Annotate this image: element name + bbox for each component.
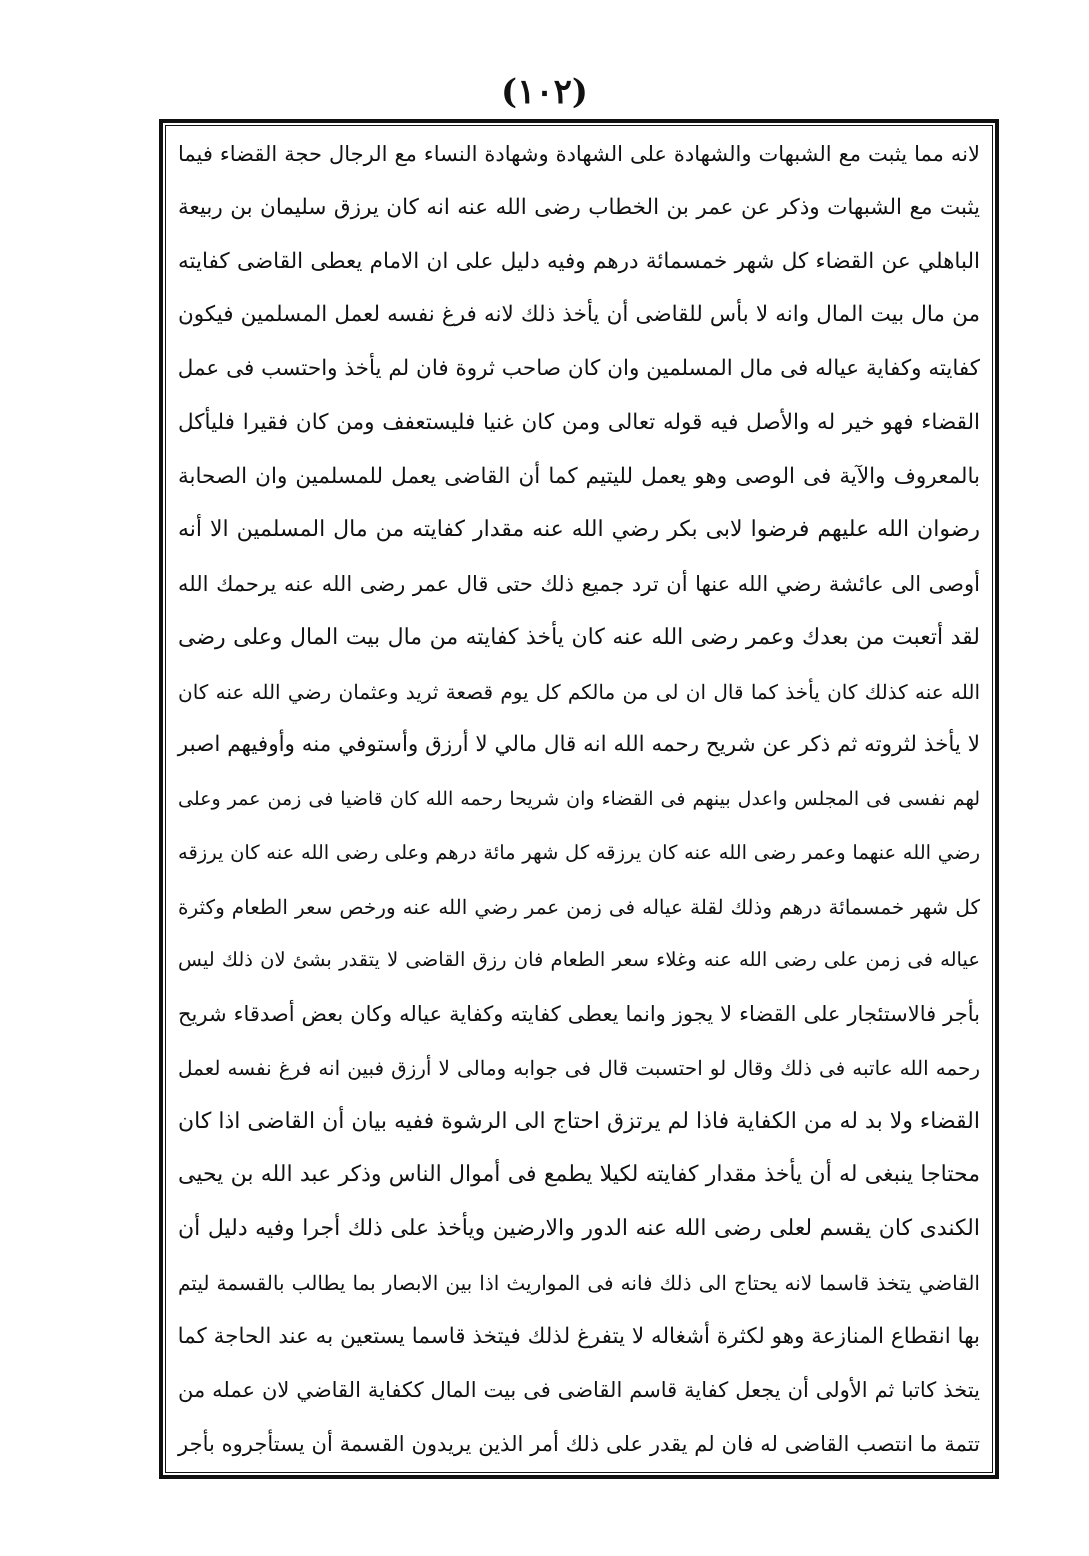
text-line: القضاء ولا بد له من الكفاية فاذا لم يرتزق احتاج الى الرشوة ففيه بيان أن القاضى اذا كان <box>178 1108 980 1134</box>
text-line: عياله فى زمن على رضى الله عنه وغلاء سعر الطعام فان رزق القاضى لا يتقدر بشئ لان ذلك ليس <box>178 948 980 972</box>
text-line: لانه مما يثبت مع الشبهات والشهادة على الشهادة وشهادة النساء مع الرجال حجة القضاء فيما <box>178 142 980 166</box>
text-line: تتمة ما انتصب القاضى له فان لم يقدر على ذلك أمر الذين يريدون القسمة أن يستأجروه بأجر <box>178 1432 980 1456</box>
text-line: الله عنه كذلك كان يأخذ كما قال ان لى من مالكم كل يوم قصعة ثريد وعثمان رضي الله عنه كان <box>178 679 980 704</box>
text-line: القضاء فهو خير له والأصل فيه قوله تعالى ومن كان غنيا فليستعفف ومن كان فقيرا فليأكل <box>178 409 980 435</box>
text-line: محتاجا ينبغى له أن يأخذ مقدار كفايته لكيلا يطمع فى أموال الناس وذكر عبد الله بن يحيى <box>178 1162 980 1188</box>
text-line: لا يأخذ لثروته ثم ذكر عن شريح رحمه الله انه قال مالي لا أرزق وأستوفي منه وأوفيهم اصبر <box>177 732 980 758</box>
text-line: بها انقطاع المنازعة وهو لكثرة أشغاله لا يتفرغ لذلك فيتخذ قاسما يستعين به عند الحاجة كما <box>177 1323 980 1349</box>
text-line: كل شهر خمسمائة درهم وذلك لقلة عياله فى زمن عمر رضي الله عنه ورخص سعر الطعام وكثرة <box>178 894 980 919</box>
text-line: رضوان الله عليهم فرضوا لابى بكر رضي الله عنه مقدار كفايته من مال المسلمين الا أنه <box>178 517 980 543</box>
text-line: أوصى الى عائشة رضي الله عنها أن ترد جميع ذلك حتى قال عمر رضى الله عنه يرحمك الله <box>178 572 980 596</box>
page-number: (١٠٢) <box>501 72 588 112</box>
text-line: لهم نفسى فى المجلس واعدل بينهم فى القضاء وان شريحا رحمه الله كان قاضيا فى زمن عمر وعلى <box>178 788 980 810</box>
text-line: القاضي يتخذ قاسما لانه يحتاج الى ذلك فانه فى المواريث اذا بين الابصار بما يطالب بالقسمة ليتم <box>178 1270 980 1295</box>
text-line: بالمعروف والآية فى الوصى وهو يعمل لليتيم كما أن القاضى يعمل للمسلمين وان الصحابة <box>178 463 980 489</box>
text-line: رحمه الله عاتبه فى ذلك وقال لو احتسبت قال فى جوابه ومالى لا أرزق فبين انه فرغ نفسه لعمل <box>178 1055 980 1080</box>
text-line: بأجر فالاستئجار على القضاء لا يجوز وانما يعطى كفايته وكفاية عياله وكان بعض أصدقاء شريح <box>178 1002 980 1026</box>
text-line: يثبت مع الشبهات وذكر عن عمر بن الخطاب رضى الله عنه انه كان يرزق سليمان بن ربيعة <box>178 194 980 220</box>
text-line: من مال بيت المال وانه لا بأس للقاضى أن يأخذ ذلك لانه فرغ نفسه لعمل المسلمين فيكون <box>178 302 980 328</box>
text-line: يتخذ كاتبا ثم الأولى أن يجعل كفاية قاسم القاضى فى بيت المال ككفاية القاضي لان عمله من <box>178 1378 980 1403</box>
text-line: لقد أتعبت من بعدك وعمر رضى الله عنه كان يأخذ كفايته من مال بيت المال وعلى رضى <box>178 624 980 650</box>
body-text <box>172 132 986 1466</box>
text-line: كفايته وكفاية عياله فى مال المسلمين وان كان صاحب ثروة فان لم يأخذ واحتسب فى عمل <box>177 356 980 381</box>
text-line: الكندى كان يقسم لعلى رضى الله عنه الدور والارضين ويأخذ على ذلك أجرا وفيه دليل أن <box>178 1216 980 1241</box>
text-line: رضي الله عنهما وعمر رضى الله عنه كان يرزقه كل شهر مائة درهم وعلى رضى الله عنه كان يرزقه <box>178 840 980 864</box>
text-line: الباهلي عن القضاء كل شهر خمسمائة درهم وفيه دليل على ان الامام يعطى القاضى كفايته <box>178 248 980 274</box>
